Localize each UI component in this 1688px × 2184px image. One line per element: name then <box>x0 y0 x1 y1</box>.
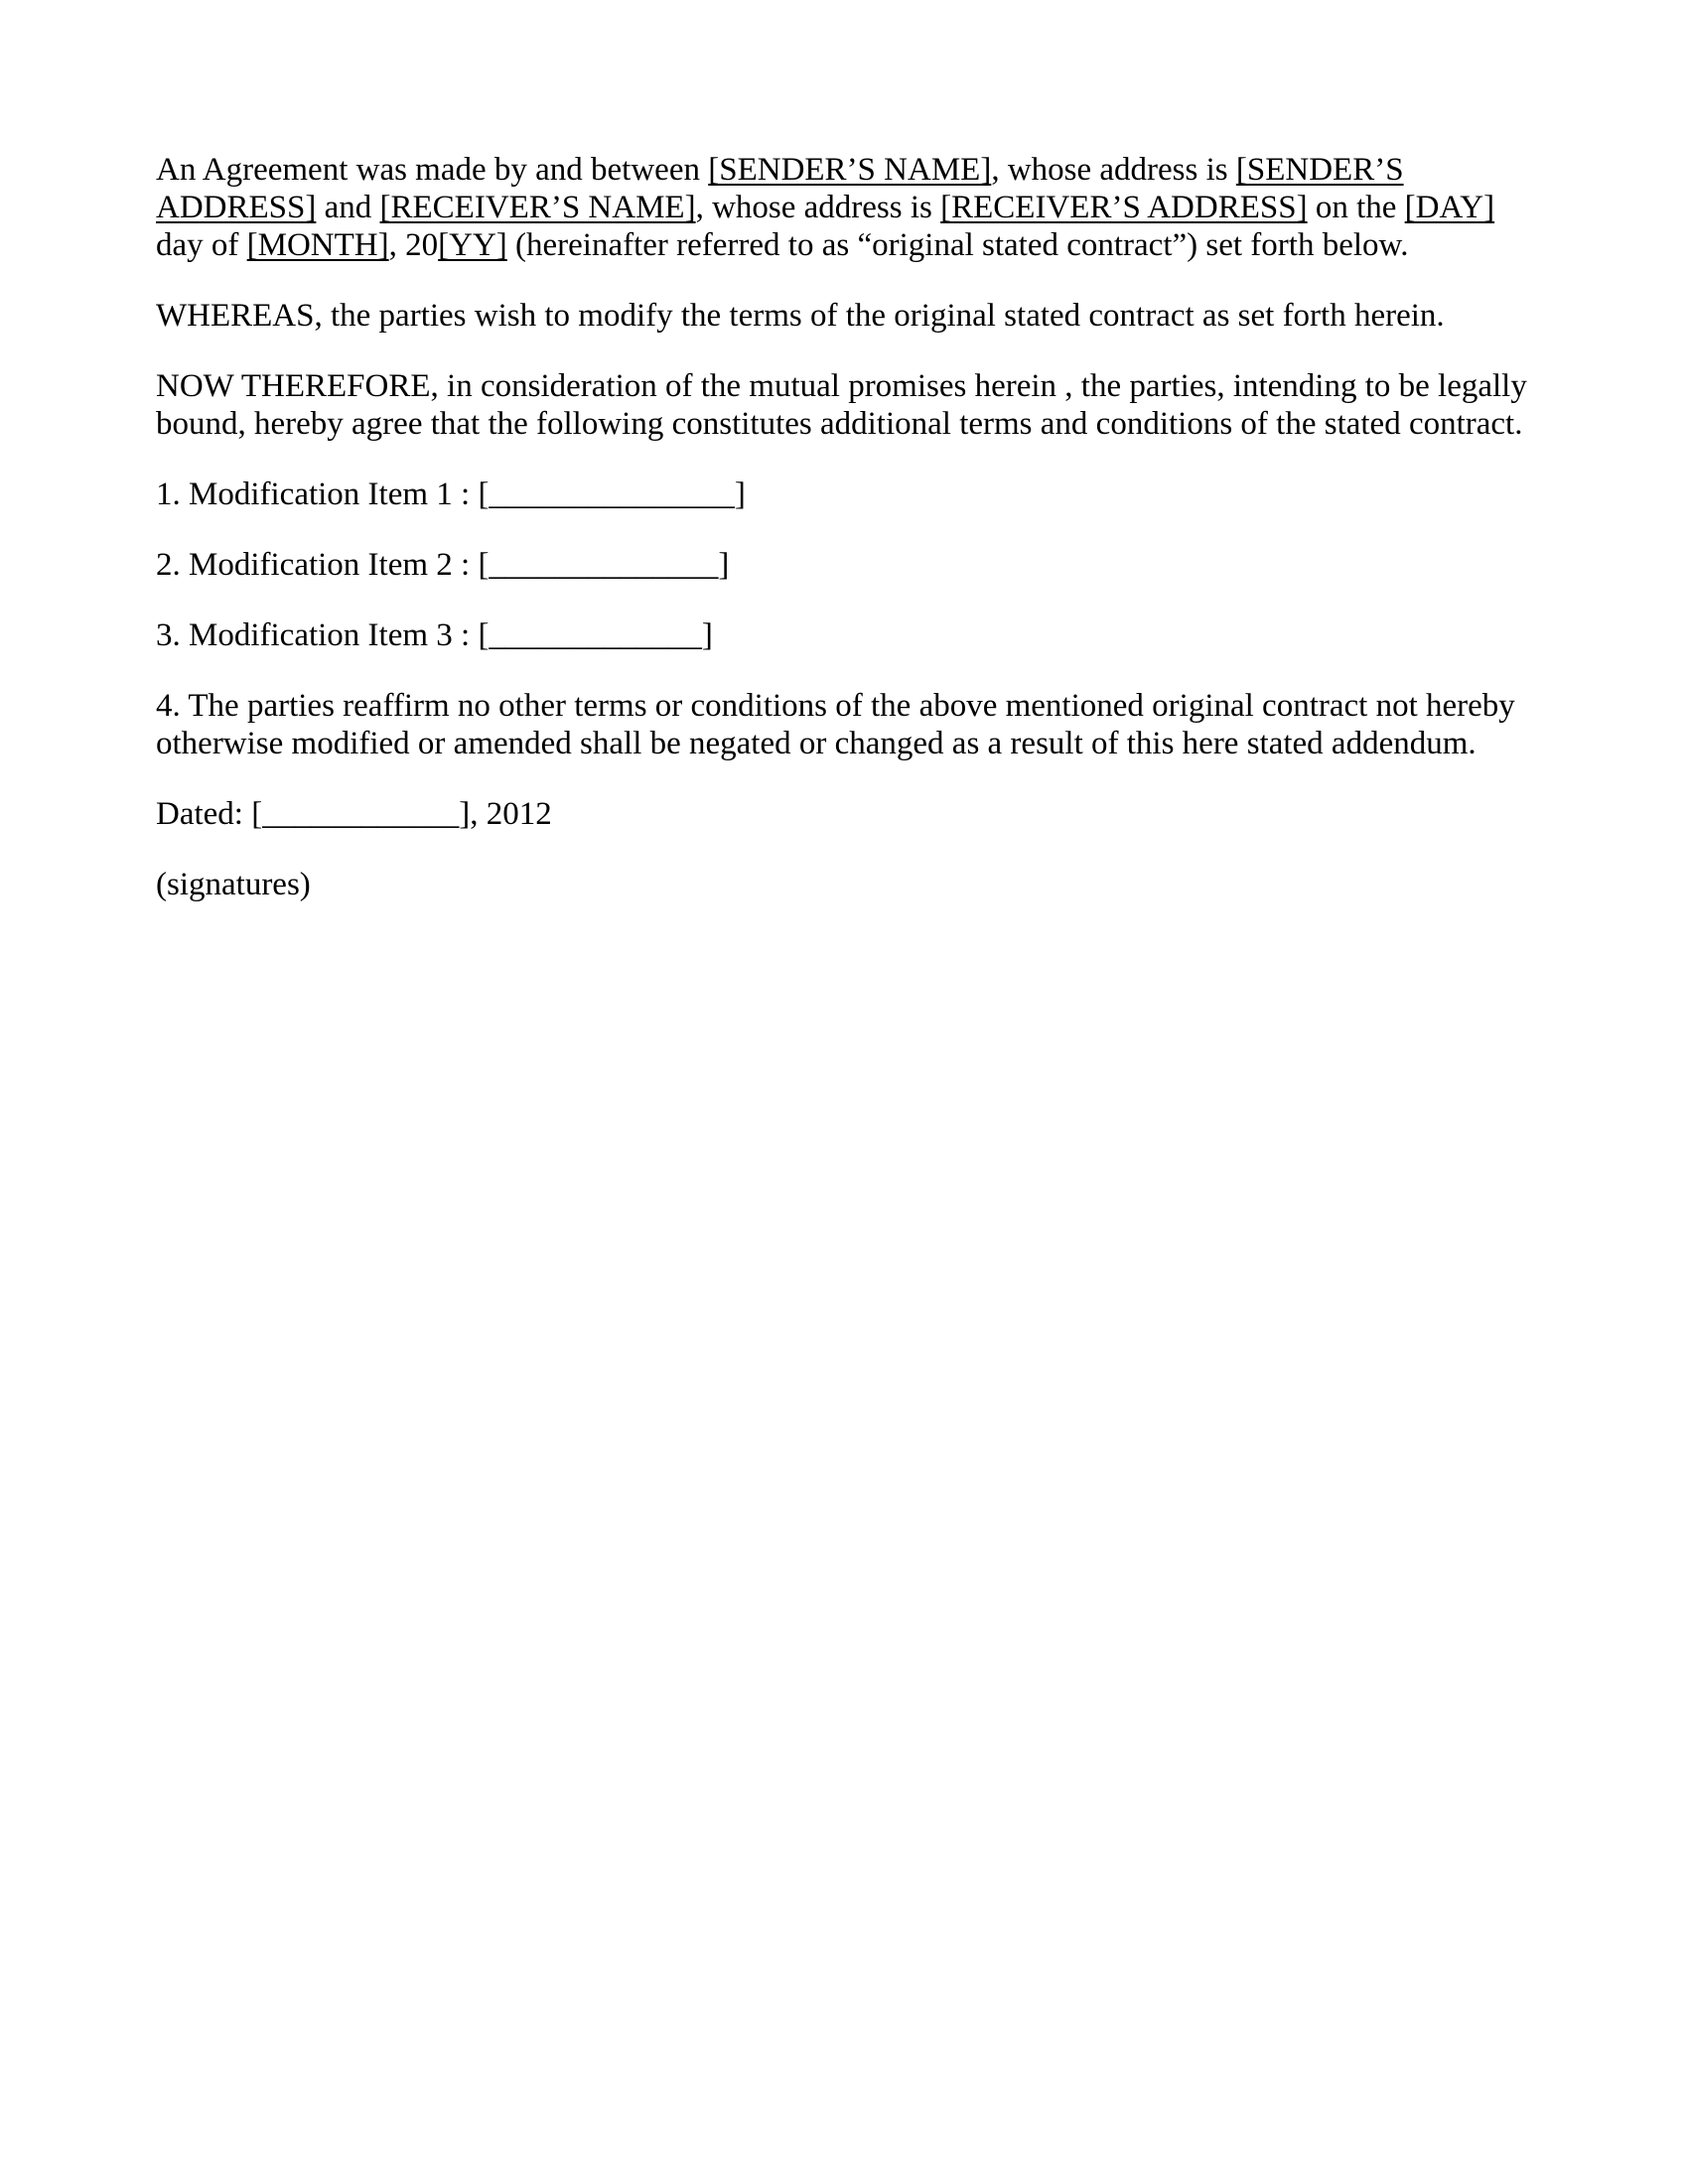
whereas-paragraph: WHEREAS, the parties wish to modify the terms of the original stated contract as set forth herein. <box>156 298 1445 334</box>
intro-text: day of <box>156 227 247 263</box>
intro-text: , whose address is <box>695 190 941 225</box>
modification-item-1: 1. Modification Item 1 : [_______________] <box>156 477 746 512</box>
now-therefore-paragraph: NOW THEREFORE, in consideration of the mutual promises herein , the parties, intending to be legally bound, hereby agree that the following constitutes additional terms and conditions of the stated contract. <box>156 368 1527 442</box>
intro-text: (hereinafter referred to as “original stated contract”) set forth below. <box>506 227 1409 263</box>
intro-text: An Agreement was made by and between <box>156 152 709 188</box>
dated-line: Dated: [____________], 2012 <box>156 796 552 832</box>
modification-item-3: 3. Modification Item 3 : [_____________] <box>156 617 713 653</box>
receiver-address-field[interactable]: [RECEIVER’S ADDRESS] <box>940 190 1308 225</box>
signatures-line: (signatures) <box>156 867 311 902</box>
intro-text: , whose address is <box>991 152 1236 188</box>
modification-item-2: 2. Modification Item 2 : [______________] <box>156 547 730 583</box>
document-page <box>156 151 1546 936</box>
intro-paragraph <box>156 151 1546 264</box>
reaffirm-paragraph: 4. The parties reaffirm no other terms or conditions of the above mentioned original contract not hereby otherwise modified or amended shall be negated or changed as a result of this here stated addendum. <box>156 688 1515 761</box>
sender-name-field[interactable]: [SENDER’S NAME] <box>708 152 992 188</box>
receiver-name-field[interactable]: [RECEIVER’S NAME] <box>379 190 696 225</box>
intro-text: on the <box>1307 190 1405 225</box>
sender-address-field[interactable]: [SENDER’S ADDRESS] <box>156 152 1404 225</box>
month-field[interactable]: [MONTH] <box>246 227 389 263</box>
intro-text: , 20 <box>388 227 439 263</box>
intro-text: and <box>316 190 380 225</box>
day-field[interactable]: [DAY] <box>1404 190 1495 225</box>
year-field[interactable]: [YY] <box>438 227 507 263</box>
